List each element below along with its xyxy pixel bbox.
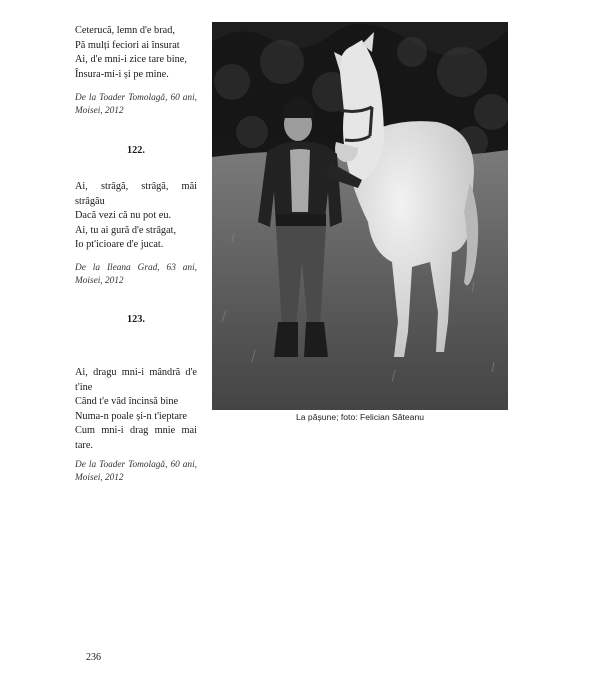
page-number: 236 <box>86 652 101 663</box>
verse-line: Pă mulți feciori ai însurat <box>75 39 180 51</box>
poem-2-verse <box>75 180 197 253</box>
verse-line: Ai, d'e mni-i zice tare bine, <box>75 54 187 66</box>
verse-line: Ai, tu ai gură d'e strâgat, <box>75 224 177 236</box>
poem-1-source: De la Toader Tomolagă, 60 ani, Moisei, 2012 <box>75 93 197 116</box>
verse-line: Ceterucă, lemn d'e brad, <box>75 25 175 36</box>
poem-2-source: De la Ileana Grad, 63 ani, Moisei, 2012 <box>75 263 197 286</box>
verse-line: Cum mni-i drag mnie mai tare. <box>75 425 197 451</box>
verse-line: Când t'e văd încinsă bine <box>75 396 179 408</box>
verse-line: Io pt'icioare d'e jucat. <box>75 239 164 251</box>
verse-line: Ai, dragu mni-i mândră d'e t'ine <box>75 367 197 393</box>
photo-caption: La pășune; foto: Felician Săteanu <box>295 412 425 422</box>
verse-line: Ai, strâgă, strâgă, măi strâgău <box>75 181 197 207</box>
verse-line: Numa-n poale și-n t'ieptare <box>75 410 187 422</box>
verse-line: Însura-mi-i și pe mine. <box>75 68 169 80</box>
poem-1-verse <box>75 24 197 82</box>
poem-3-verse <box>75 366 197 454</box>
verse-line: Dacă vezi că nu pot eu. <box>75 210 172 222</box>
poem-3-source: De la Toader Tomolagă, 60 ani, Moisei, 2012 <box>75 460 197 483</box>
poem-2-number: 122. <box>126 145 146 156</box>
poem-3-number: 123. <box>126 314 146 325</box>
photo <box>212 22 508 410</box>
